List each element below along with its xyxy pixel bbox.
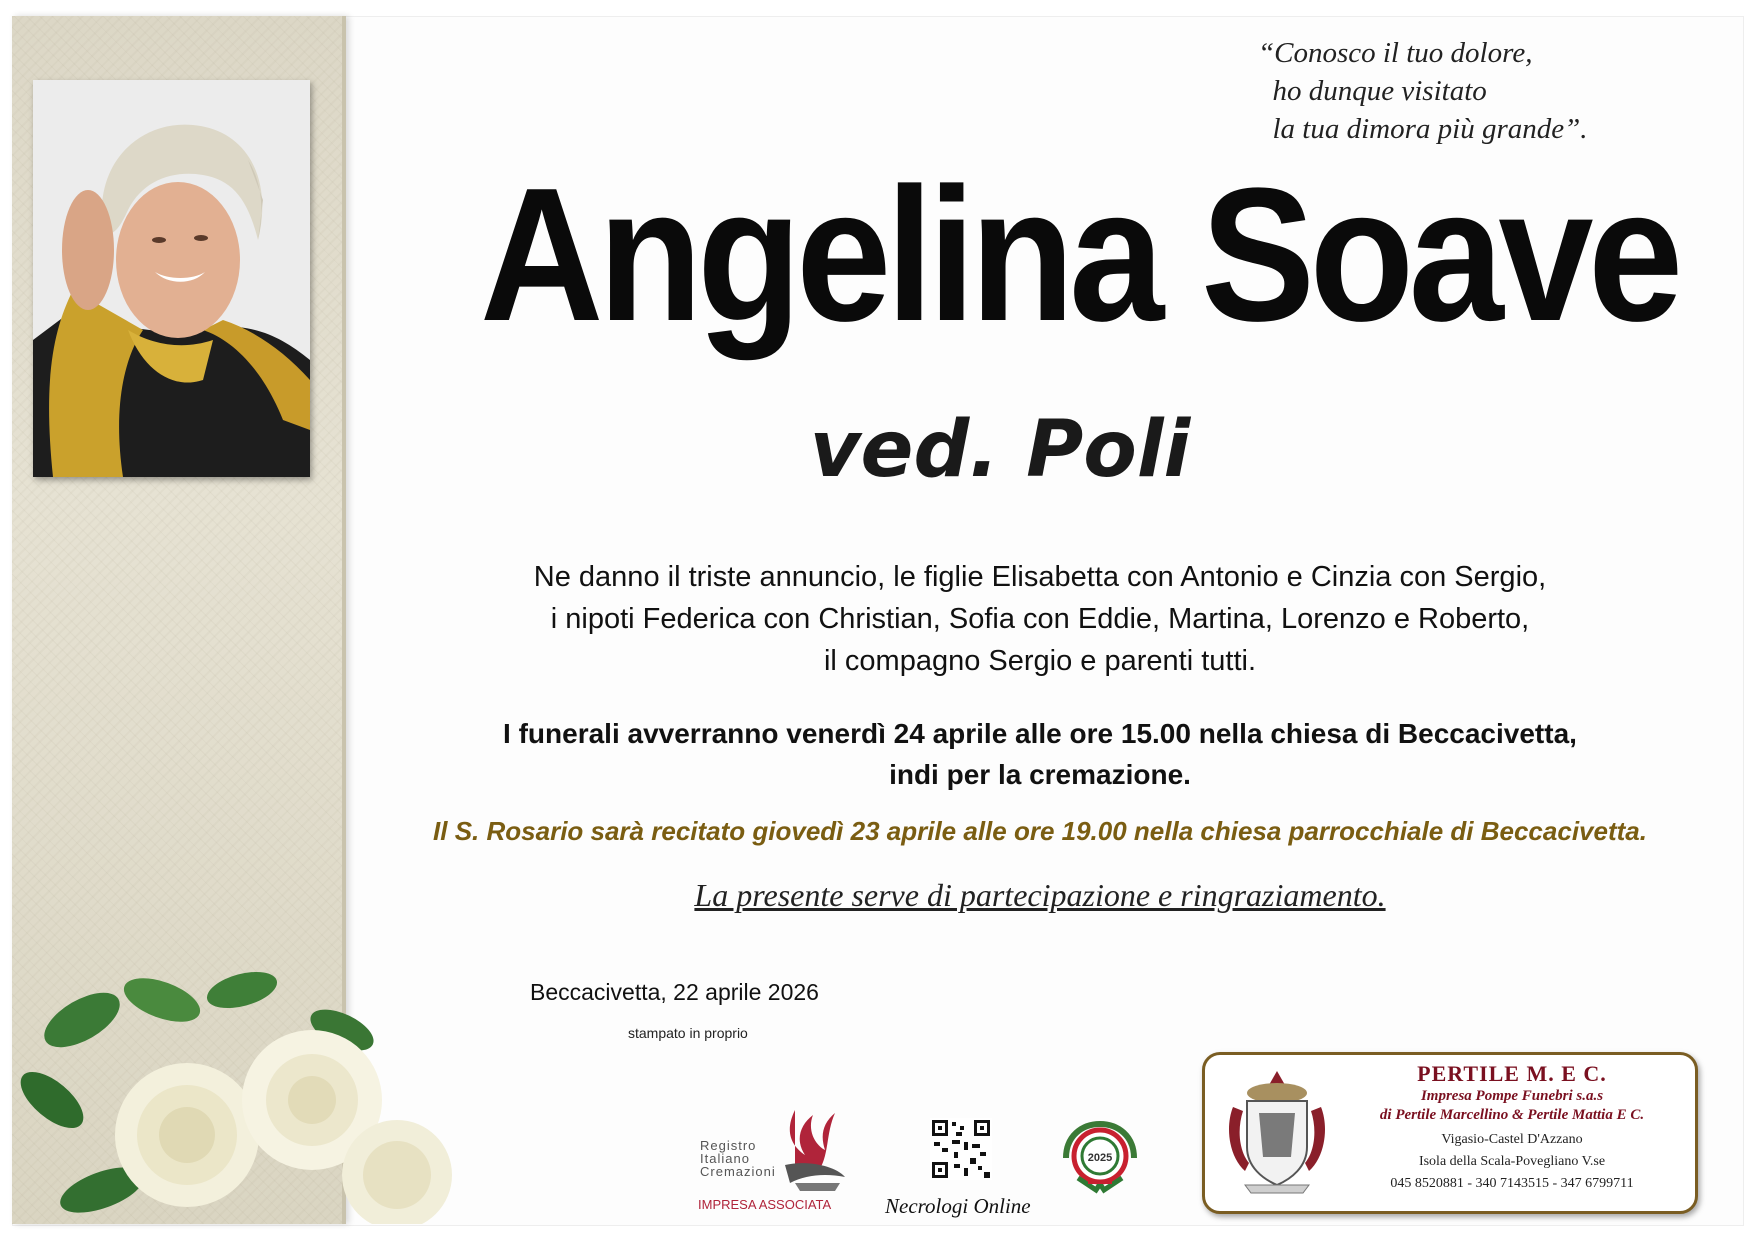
company-name: PERTILE M. E C. bbox=[1417, 1061, 1607, 1086]
announcement-text bbox=[440, 556, 1640, 682]
funeral-details bbox=[420, 713, 1660, 795]
necrologi-online-label: Necrologi Online bbox=[885, 1194, 1031, 1218]
registry-line: Italiano bbox=[700, 1151, 750, 1166]
announcement-line: il compagno Sergio e parenti tutti. bbox=[823, 645, 1257, 677]
widow-of: ved. Poli bbox=[809, 405, 1191, 495]
badge-year: 2025 bbox=[1087, 1152, 1113, 1164]
company-type: Impresa Pompe Funebri s.a.s bbox=[1420, 1088, 1604, 1104]
company-details bbox=[1337, 1061, 1687, 1195]
company-phones: 045 8520881 - 340 7143515 - 347 6799711 bbox=[1390, 1176, 1634, 1191]
quote-line: “Conosco il tuo dolore, bbox=[1258, 37, 1533, 69]
self-printed-note: stampato in proprio bbox=[628, 1025, 748, 1041]
announcement-line: Ne danno il triste annuncio, le figlie Elisabetta con Antonio e Cinzia con Sergio, bbox=[533, 561, 1547, 593]
epigraph-quote bbox=[1258, 34, 1698, 148]
place-date: Beccacivetta, 22 aprile 2026 bbox=[530, 979, 819, 1005]
rosary-details: Il S. Rosario sarà recitato giovedì 23 aprile alle ore 19.00 nella chiesa parrocchiale di Beccacivetta. bbox=[433, 816, 1647, 846]
company-owners: di Pertile Marcellino & Pertile Mattia E C. bbox=[1379, 1107, 1645, 1123]
quote-line: la tua dimora più grande”. bbox=[1258, 113, 1588, 145]
deceased-name: Angelina Soave bbox=[480, 149, 1678, 361]
portrait-photo bbox=[33, 80, 310, 477]
funeral-line: I funerali avverranno venerdì 24 aprile alle ore 15.00 nella chiesa di Beccacivetta, bbox=[503, 718, 1577, 749]
quality-badge-icon bbox=[1058, 1118, 1142, 1196]
thanks-note: La presente serve di partecipazione e ringraziamento. bbox=[694, 877, 1386, 913]
associate-label: IMPRESA ASSOCIATA bbox=[698, 1197, 832, 1212]
quote-line: ho dunque visitato bbox=[1258, 75, 1487, 107]
crest-icon bbox=[1225, 1067, 1329, 1197]
company-location: Vigasio-Castel D'Azzano bbox=[1441, 1132, 1583, 1147]
company-location: Isola della Scala-Povegliano V.se bbox=[1418, 1154, 1606, 1169]
qr-code-icon bbox=[930, 1118, 992, 1180]
funeral-company-card bbox=[1202, 1052, 1698, 1214]
registry-line: Registro bbox=[700, 1138, 757, 1153]
funeral-line: indi per la cremazione. bbox=[889, 759, 1191, 790]
cremation-registry-name bbox=[700, 1139, 820, 1178]
announcement-line: i nipoti Federica con Christian, Sofia con Eddie, Martina, Lorenzo e Roberto, bbox=[550, 603, 1530, 635]
white-roses-decoration bbox=[12, 960, 452, 1224]
registry-line: Cremazioni bbox=[700, 1164, 776, 1179]
